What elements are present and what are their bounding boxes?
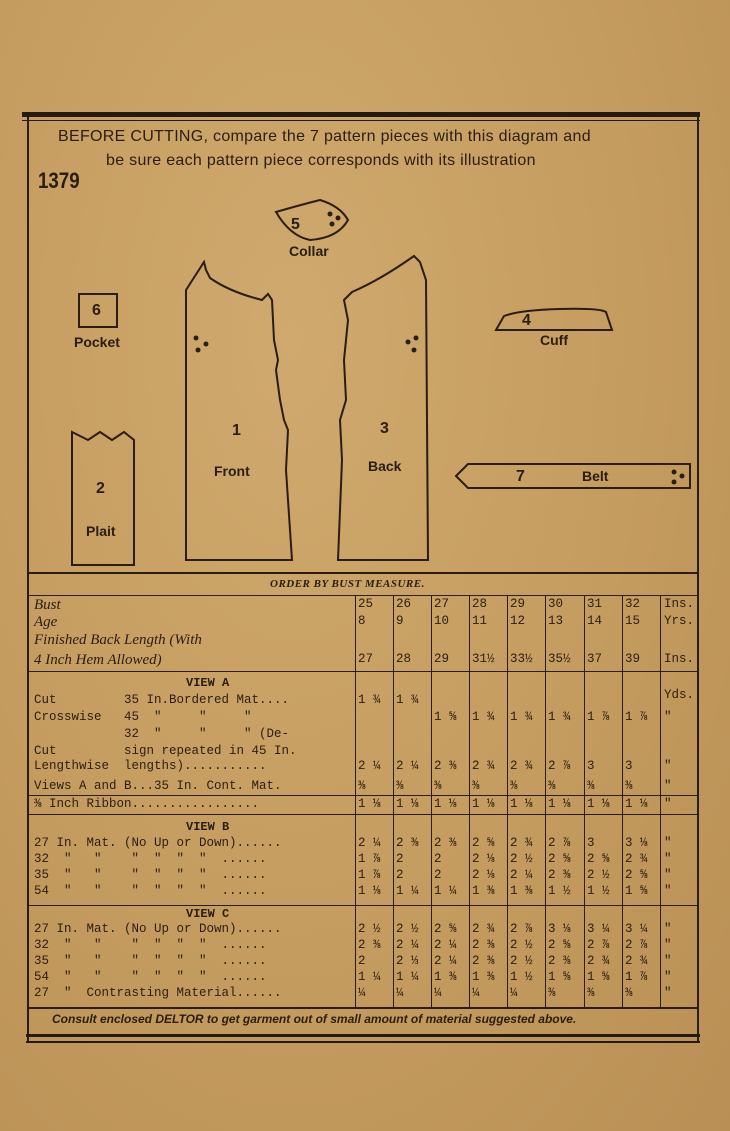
cell-value: 2 ⅛	[472, 868, 495, 882]
unit-label: "	[664, 922, 672, 936]
plait-label: Plait	[86, 523, 116, 539]
cuff-number: 4	[522, 312, 531, 329]
unit-label: "	[664, 779, 672, 793]
cell-value: 1 ⅝	[434, 710, 457, 724]
cell-value: 1 ⅛	[587, 797, 610, 811]
cell-value: ¼	[358, 986, 366, 1000]
cell-value: 1 ½	[587, 884, 610, 898]
cell-value: 3	[587, 759, 595, 773]
collar-number: 5	[291, 216, 300, 233]
cell-value: ⅜	[548, 986, 556, 1000]
cell-value: 1 ¼	[396, 884, 419, 898]
cell-value: 1 ¼	[358, 970, 381, 984]
cell-value: ⅜	[625, 986, 633, 1000]
cell-value: 30	[548, 597, 564, 611]
unit-label: "	[664, 836, 672, 850]
cell-value: 2 ¼	[396, 938, 419, 952]
row-label: Cut 35 In.Bordered Mat....	[34, 693, 290, 707]
cell-value: 2 ¾	[472, 759, 495, 773]
cell-value: 31½	[472, 652, 495, 666]
cell-value: 1 ⅜	[510, 884, 533, 898]
unit-label: "	[664, 868, 672, 882]
cell-value: 2 ¼	[434, 954, 457, 968]
unit-label: "	[664, 797, 672, 811]
table-column-line	[545, 596, 546, 1008]
cell-value: 2 ½	[587, 868, 610, 882]
back-label: Back	[368, 458, 402, 474]
cell-value: 2 ¼	[396, 759, 419, 773]
bottom-border-rule	[26, 1034, 700, 1037]
pocket-number: 6	[92, 302, 101, 319]
cell-value: 3 ¼	[625, 922, 648, 936]
unit-label: "	[664, 970, 672, 984]
back-shape	[338, 256, 428, 560]
cell-value: 2 ¼	[358, 759, 381, 773]
cell-value: 1 ⅛	[548, 797, 571, 811]
cell-value: ⅜	[434, 779, 442, 793]
collar-label: Collar	[289, 243, 329, 259]
cell-value: 2 ⅝	[548, 852, 571, 866]
cell-value: 2 ⅞	[625, 938, 648, 952]
unit-label: Yds.	[664, 688, 695, 702]
cell-value: 2 ¾	[625, 852, 648, 866]
cell-value: 28	[472, 597, 488, 611]
unit-label: "	[664, 938, 672, 952]
front-dot	[204, 342, 209, 347]
cell-value: ⅜	[472, 779, 480, 793]
cell-value: 1 ¾	[510, 710, 533, 724]
heading-line-2: be sure each pattern piece corresponds with its illustration	[106, 152, 536, 169]
cell-value: 2	[358, 954, 366, 968]
cell-value: 1 ⅝	[548, 970, 571, 984]
table-column-line	[622, 596, 623, 1008]
section-title: VIEW B	[186, 820, 230, 834]
table-title: ORDER BY BUST MEASURE.	[270, 578, 425, 590]
cell-value: 1 ⅛	[358, 884, 381, 898]
cell-value: 37	[587, 652, 603, 666]
pocket-label: Pocket	[74, 334, 120, 350]
cell-value: 1 ⅛	[358, 797, 381, 811]
cell-value: 1 ¼	[434, 884, 457, 898]
row-label: ⅜ Inch Ribbon.................	[34, 797, 260, 811]
cell-value: 2 ⅝	[625, 868, 648, 882]
collar-dot	[336, 216, 341, 221]
cell-value: 12	[510, 614, 526, 628]
cell-value: ¼	[396, 986, 404, 1000]
row-label: 54 " " " " " " ......	[34, 884, 267, 898]
cell-value: 29	[434, 652, 450, 666]
cell-value: 28	[396, 652, 412, 666]
cell-value: 3 ⅛	[625, 836, 648, 850]
cell-value: 2 ⅜	[472, 938, 495, 952]
row-label: Cut sign repeated in 45 In.	[34, 744, 297, 758]
cell-value: ⅜	[510, 779, 518, 793]
belt-dot	[672, 480, 677, 485]
cell-value: 39	[625, 652, 641, 666]
cell-value: 2 ⅛	[472, 852, 495, 866]
cell-value: 1 ⅜	[434, 970, 457, 984]
cell-value: 1 ⅞	[358, 868, 381, 882]
table-rule-ribbon-top	[29, 795, 697, 796]
section-title: VIEW A	[186, 676, 230, 690]
cell-value: 2 ¾	[472, 922, 495, 936]
table-column-line	[393, 596, 394, 1008]
cell-value: 1 ⅝	[587, 970, 610, 984]
cell-value: 2 ⅞	[587, 938, 610, 952]
cell-value: 2 ½	[510, 938, 533, 952]
pattern-number: 1379	[38, 168, 80, 193]
belt-dot	[672, 470, 677, 475]
cell-value: 15	[625, 614, 641, 628]
cell-value: 1 ⅝	[625, 884, 648, 898]
row-label: 27 " Contrasting Material......	[34, 986, 282, 1000]
cuff-label: Cuff	[540, 332, 568, 348]
plait-number: 2	[96, 480, 105, 497]
belt-label: Belt	[582, 468, 609, 484]
row-label: 32 " " " " " " ......	[34, 852, 267, 866]
section-title: VIEW C	[186, 907, 230, 921]
cell-value: 1 ⅞	[625, 970, 648, 984]
belt-number: 7	[516, 468, 525, 485]
cell-value: 1 ⅞	[625, 710, 648, 724]
footer-note: Consult enclosed DELTOR to get garment out of small amount of material suggested above.	[52, 1012, 577, 1026]
cell-value: ¼	[510, 986, 518, 1000]
unit-label: "	[664, 759, 672, 773]
cell-value: 3	[625, 759, 633, 773]
unit-label: "	[664, 954, 672, 968]
cell-value: 2 ⅜	[358, 938, 381, 952]
cell-value: 2 ⅜	[396, 836, 419, 850]
row-label: Bust	[34, 597, 61, 613]
front-dot	[194, 336, 199, 341]
cell-value: 2 ¾	[587, 954, 610, 968]
cell-value: 1 ⅞	[587, 710, 610, 724]
cell-value: 31	[587, 597, 603, 611]
front-number: 1	[232, 422, 241, 439]
row-label: 27 In. Mat. (No Up or Down)......	[34, 836, 282, 850]
cell-value: 27	[358, 652, 374, 666]
table-column-line	[469, 596, 470, 1008]
table-bottom-rule	[29, 1007, 697, 1009]
front-shape	[186, 262, 292, 560]
cell-value: 2 ⅝	[587, 852, 610, 866]
cell-value: 2 ⅜	[434, 836, 457, 850]
cell-value: 2 ¼	[358, 836, 381, 850]
cell-value: 2 ⅓	[396, 954, 419, 968]
cell-value: 32	[625, 597, 641, 611]
cell-value: ¼	[434, 986, 442, 1000]
back-dot	[406, 340, 411, 345]
row-label: Views A and B...35 In. Cont. Mat.	[34, 779, 282, 793]
cell-value: 2 ⅜	[548, 954, 571, 968]
table-rule-view-c	[29, 905, 697, 906]
bottom-border-rule-thin	[26, 1041, 700, 1043]
cell-value: 1 ⅛	[434, 797, 457, 811]
row-label: Lengthwise lengths)...........	[34, 759, 267, 773]
cell-value: 2 ½	[358, 922, 381, 936]
cell-value: 1 ⅜	[472, 970, 495, 984]
cell-value: 33½	[510, 652, 533, 666]
cell-value: 2 ⅞	[510, 922, 533, 936]
collar-dot	[328, 212, 333, 217]
cell-value: 1 ¼	[396, 970, 419, 984]
cell-value: 1 ⅛	[625, 797, 648, 811]
cell-value: 3	[587, 836, 595, 850]
plait-shape	[72, 432, 134, 565]
cell-value: 1 ¾	[358, 693, 381, 707]
cell-value: 1 ½	[548, 884, 571, 898]
cell-value: 2	[396, 852, 404, 866]
cell-value: 1 ⅛	[510, 797, 533, 811]
cell-value: 2	[434, 852, 442, 866]
back-dot	[412, 348, 417, 353]
table-rule-view-b	[29, 814, 697, 815]
cell-value: 2 ¼	[510, 868, 533, 882]
cell-value: 35½	[548, 652, 571, 666]
row-label: Crosswise 45 " " "	[34, 710, 252, 724]
table-column-line	[431, 596, 432, 1008]
back-number: 3	[380, 420, 389, 437]
unit-label: Yrs.	[664, 614, 695, 628]
cell-value: 10	[434, 614, 450, 628]
unit-label: "	[664, 710, 672, 724]
cell-value: 2 ⅞	[548, 836, 571, 850]
row-label: 32 " " " (De-	[34, 727, 290, 741]
row-label: Age	[34, 614, 58, 630]
cell-value: 2	[396, 868, 404, 882]
table-column-line	[584, 596, 585, 1008]
front-dot	[196, 348, 201, 353]
table-rule-view-a	[29, 671, 697, 672]
cell-value: 8	[358, 614, 366, 628]
cell-value: 1 ½	[510, 970, 533, 984]
row-label: 54 " " " " " " ......	[34, 970, 267, 984]
cell-value: ¼	[472, 986, 480, 1000]
cell-value: 2 ⅝	[434, 922, 457, 936]
cuff-shape	[496, 309, 612, 330]
cell-value: 29	[510, 597, 526, 611]
cell-value: 2 ⅜	[548, 868, 571, 882]
cell-value: 1 ⅛	[396, 797, 419, 811]
front-label: Front	[214, 463, 250, 479]
cell-value: ⅜	[587, 779, 595, 793]
row-label: 27 In. Mat. (No Up or Down)......	[34, 922, 282, 936]
cell-value: 9	[396, 614, 404, 628]
unit-label: "	[664, 852, 672, 866]
back-dot	[414, 336, 419, 341]
cell-value: 1 ¾	[548, 710, 571, 724]
table-column-line	[507, 596, 508, 1008]
cell-value: 27	[434, 597, 450, 611]
belt-shape	[456, 464, 690, 488]
cell-value: 2 ⅝	[472, 836, 495, 850]
unit-label: "	[664, 884, 672, 898]
table-header-rule	[29, 595, 697, 596]
cell-value: 2 ¾	[510, 759, 533, 773]
cell-value: 2 ⅜	[472, 954, 495, 968]
unit-label: "	[664, 986, 672, 1000]
cell-value: 2 ⅜	[434, 759, 457, 773]
cell-value: 1 ⅞	[358, 852, 381, 866]
cell-value: 14	[587, 614, 603, 628]
cell-value: ⅜	[358, 779, 366, 793]
cell-value: 13	[548, 614, 564, 628]
row-label: 4 Inch Hem Allowed)	[34, 652, 162, 668]
row-label: 35 " " " " " " ......	[34, 868, 267, 882]
unit-label: Ins.	[664, 652, 695, 666]
row-label: Finished Back Length (With	[34, 632, 202, 648]
cell-value: 3 ¼	[587, 922, 610, 936]
cell-value: 1 ⅛	[472, 797, 495, 811]
cell-value: 2 ½	[396, 922, 419, 936]
table-column-line	[355, 596, 356, 1008]
row-label: 32 " " " " " " ......	[34, 938, 267, 952]
table-column-line	[660, 596, 661, 1008]
collar-dot	[330, 222, 335, 227]
cell-value: 2	[434, 868, 442, 882]
cell-value: 3 ⅛	[548, 922, 571, 936]
cell-value: 25	[358, 597, 374, 611]
cell-value: 2 ¾	[625, 954, 648, 968]
cell-value: ⅜	[548, 779, 556, 793]
cell-value: 2 ¾	[510, 836, 533, 850]
heading-line-1: BEFORE CUTTING, compare the 7 pattern pieces with this diagram and	[58, 128, 591, 145]
cell-value: 1 ¾	[472, 710, 495, 724]
cell-value: 1 ¾	[396, 693, 419, 707]
cell-value: 11	[472, 614, 488, 628]
cell-value: ⅜	[625, 779, 633, 793]
cell-value: 2 ½	[510, 954, 533, 968]
belt-dot	[680, 474, 685, 479]
cell-value: ⅜	[396, 779, 404, 793]
table-top-rule	[29, 572, 697, 574]
cell-value: 26	[396, 597, 412, 611]
cell-value: ⅜	[587, 986, 595, 1000]
unit-label: Ins.	[664, 597, 695, 611]
row-label: 35 " " " " " " ......	[34, 954, 267, 968]
cell-value: 2 ¼	[434, 938, 457, 952]
cell-value: 2 ⅞	[548, 759, 571, 773]
cell-value: 1 ⅜	[472, 884, 495, 898]
cell-value: 2 ⅝	[548, 938, 571, 952]
cell-value: 2 ½	[510, 852, 533, 866]
